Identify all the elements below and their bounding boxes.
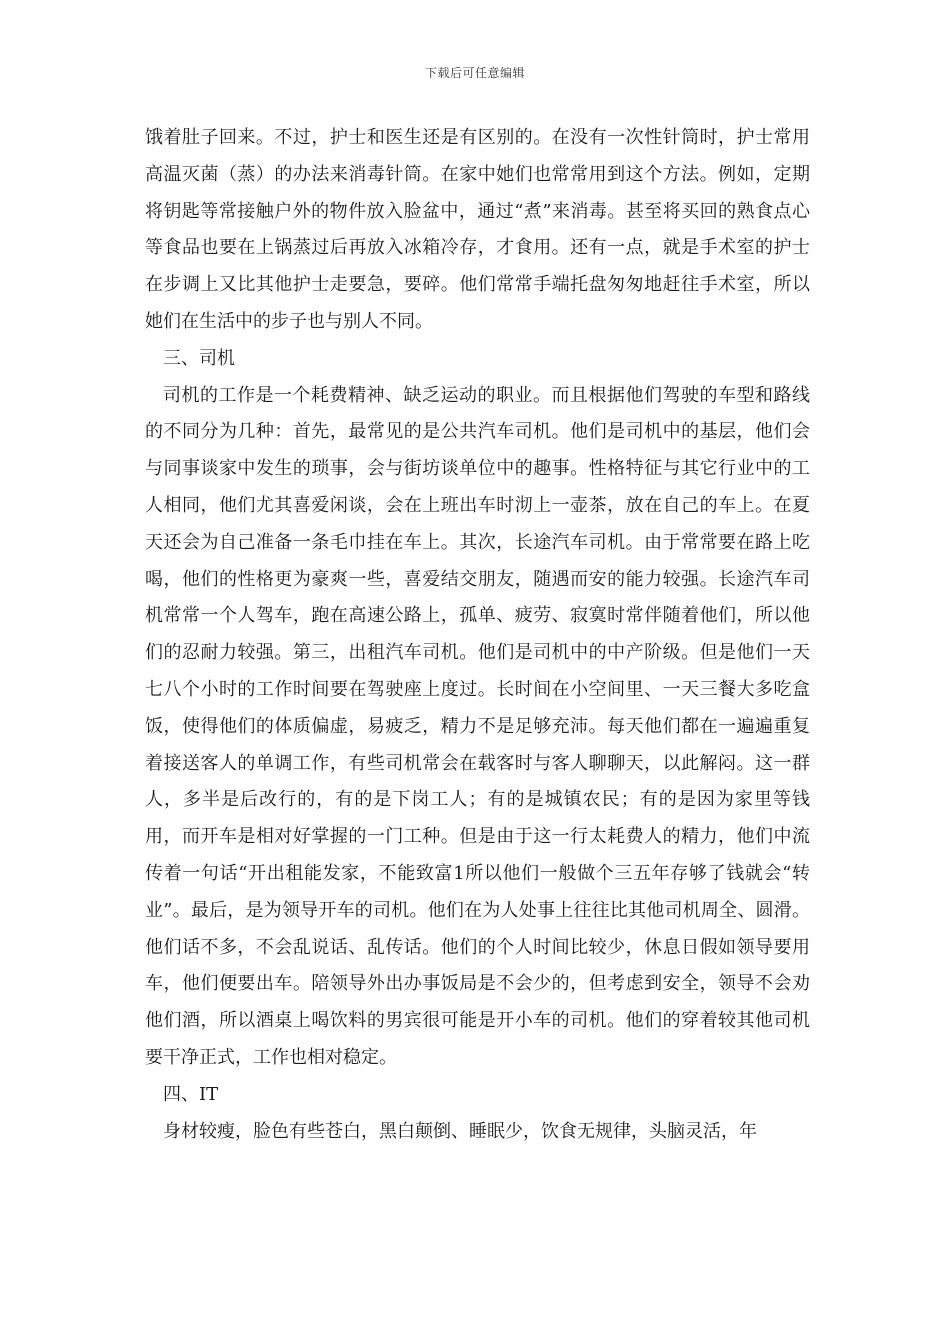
paragraph-nurse-continued: 饿着肚子回来。不过，护士和医生还是有区别的。在没有一次性针筒时，护士常用高温灭菌（蒸）的办法来消毒针筒。在家中她们也常常用到这个方法。例如，定期将钥匙等常接触户外的物件放入脸盆中，通过“煮”来消毒。甚至将买回的熟食点心等食品也要在上锅蒸过后再放入冰箱冷存，才食用。还有一点，就是手术室的护士在步调上又比其他护士走要急，要碎。他们常常手端托盘匆匆地赶往手术室，所以她们在生活中的步子也与别人不同。 — [145, 127, 810, 332]
paragraph-it: 身材较瘦，脸色有些苍白，黑白颠倒、睡眠少，饮食无规律，头脑灵活，年 — [163, 1120, 757, 1142]
document-body — [145, 120, 810, 1150]
paragraph-driver: 司机的工作是一个耗费精神、缺乏运动的职业。而且根据他们驾驶的车型和路线的不同分为几种：首先，最常见的是公共汽车司机。他们是司机中的基层，他们会与同事谈家中发生的琐事，会与街坊谈单位中的趣事。性格特征与其它行业中的工人相同，他们尤其喜爱闲谈，会在上班出车时沏上一壶茶，放在自己的车上。在夏天还会为自己准备一条毛巾挂在车上。其次，长途汽车司机。由于常常要在路上吃喝，他们的性格更为豪爽一些，喜爱结交朋友，随遇而安的能力较强。长途汽车司机常常一个人驾车，跑在高速公路上，孤单、疲劳、寂寞时常伴随着他们，所以他们的忍耐力较强。第三，出租汽车司机。他们是司机中的中产阶级。但是他们一天七八个小时的工作时间要在驾驶座上度过。长时间在小空间里、一天三餐大多吃盒饭，使得他们的体质偏虚，易疲乏，精力不是足够充沛。每天他们都在一遍遍重复着接送客人的单调工作，有些司机常会在载客时与客人聊聊天，以此解闷。这一群人，多半是后改行的，有的是下岗工人；有的是城镇农民；有的是因为家里等钱用，而开车是相对好掌握的一门工种。但是由于这一行太耗费人的精力，他们中流传着一句话“开出租能发家，不能致富1所以他们一般做个三五年存够了钱就会“转业”。最后，是为领导开车的司机。他们在为人处事上往往比其他司机周全、圆滑。他们话不多，不会乱说话、乱传话。他们的个人时间比较少，休息日假如领导要用车，他们便要出车。陪领导外出办事饭局是不会少的，但考虑到安全，领导不会劝他们酒，所以酒桌上喝饮料的男宾很可能是开小车的司机。他们的穿着较其他司机要干净正式，工作也相对稳定。 — [145, 384, 810, 1068]
page-header: 下载后可任意编辑 — [424, 66, 525, 80]
section-heading-it: 四、IT — [163, 1083, 219, 1105]
section-heading-driver: 三、司机 — [163, 347, 235, 369]
